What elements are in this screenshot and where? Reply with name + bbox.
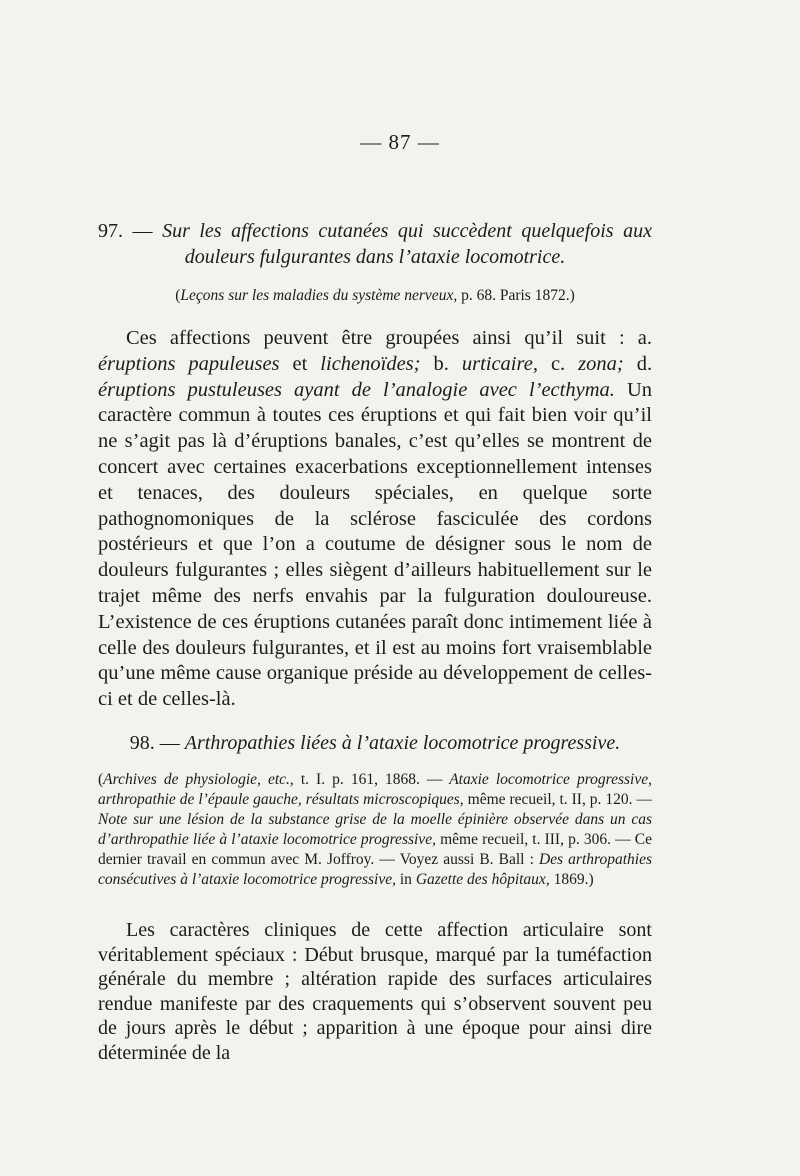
ref-italic: Gazette des hôpitaux, (411, 871, 550, 888)
ref-text: p. 68. Paris 1872.) (457, 287, 575, 304)
italic-run: éruptions papuleuses (98, 352, 280, 375)
ref-italic: Archives de physiologie, etc., (103, 771, 294, 788)
section-97-paragraph (98, 326, 652, 713)
section-98-paragraph (98, 918, 652, 1065)
section-97-title: Sur les affections cutanées qui succèdent quelquefois aux douleurs fulgurantes dans l’ataxie locomotrice. (162, 220, 652, 268)
italic-run: zona; (578, 352, 624, 375)
text-run: b. (433, 352, 449, 375)
ref-text: 1869.) (549, 871, 594, 888)
ref-text: in (396, 871, 412, 888)
ref-italic: Leçons sur les maladies du système nerveux, (180, 287, 458, 304)
page-number: — 87 — (360, 130, 440, 154)
italic-run: lichenoïdes; (320, 352, 421, 375)
text-run: d. (636, 352, 653, 375)
ref-text: même recueil, t. II, p. 120. — (463, 791, 652, 808)
section-97-heading (98, 218, 652, 270)
text-run: Un caractère commun à toutes ces éruptions et qui fait bien voir qu’il ne s’agit pas là d’éruptions banales, c’est qu’elles se montrent de concert avec certaines exacerbations exceptionnellement intenses et tenaces, des douleurs spéciales, en quelque sorte pathognomoniques de la sclérose fasciculée des cordons postérieurs et que l’on a coutume de désigner sous le nom de douleurs fulgurantes ; elles siègent d’ailleurs habituellement sur le trajet même des nerfs envahis par la fulguration douloureuse. L’existence de ces éruptions cutanées paraît donc intimement liée à celle des douleurs fulgurantes, et il est au moins fort vraisemblable qu’une même cause organique préside au développement de celles-ci et de celles-là. (98, 378, 652, 711)
ref-italic: Des arthropathies consécutives à l’ataxie locomotrice progressive, (98, 851, 652, 888)
ref-text: même recueil, t. III, p. 306. — Ce dernier travail en commun avec M. Joffroy. — Voyez aussi B. Ball : (98, 831, 652, 868)
section-98-heading (98, 730, 652, 756)
ref-text: t. I. p. 161, 1868. — (293, 771, 443, 788)
text-run: Ces affections peuvent être groupées ainsi qu’il suit : a. (126, 327, 652, 349)
ref-italic: Ataxie locomotrice progressive, arthropathie de l’épaule gauche, résultats microscopiques, (98, 771, 652, 808)
section-98-title: Arthropathies liées à l’ataxie locomotrice progressive. (184, 732, 621, 754)
section-97-reference (98, 286, 652, 306)
ref-text: ( (175, 287, 181, 304)
section-97-number: 97. — (98, 220, 153, 242)
section-98-reference (98, 770, 652, 890)
italic-run: urticaire, (461, 352, 538, 375)
text-run: Les caractères cliniques de cette affection articulaire sont véritablement spéciaux : Début brusque, marqué par la tuméfaction générale du membre ; altération rapide des surfaces articulaires rendue manifeste par des craquements qui s’observent souvent peu de jours après le début ; apparition à une époque pour ainsi dire déterminée de la (98, 919, 652, 1064)
ref-text: ( (98, 771, 104, 788)
ref-italic: Note sur une lésion de la substance grise de la moelle épinière observée dans un cas d’arthropathie liée à l’ataxie locomotrice progressive, (98, 811, 652, 848)
text-run: et (292, 352, 308, 375)
section-98-number: 98. — (129, 732, 180, 754)
italic-run: éruptions pustuleuses ayant de l’analogie avec l’ecthyma. (98, 378, 615, 401)
text-run: c. (550, 352, 566, 375)
